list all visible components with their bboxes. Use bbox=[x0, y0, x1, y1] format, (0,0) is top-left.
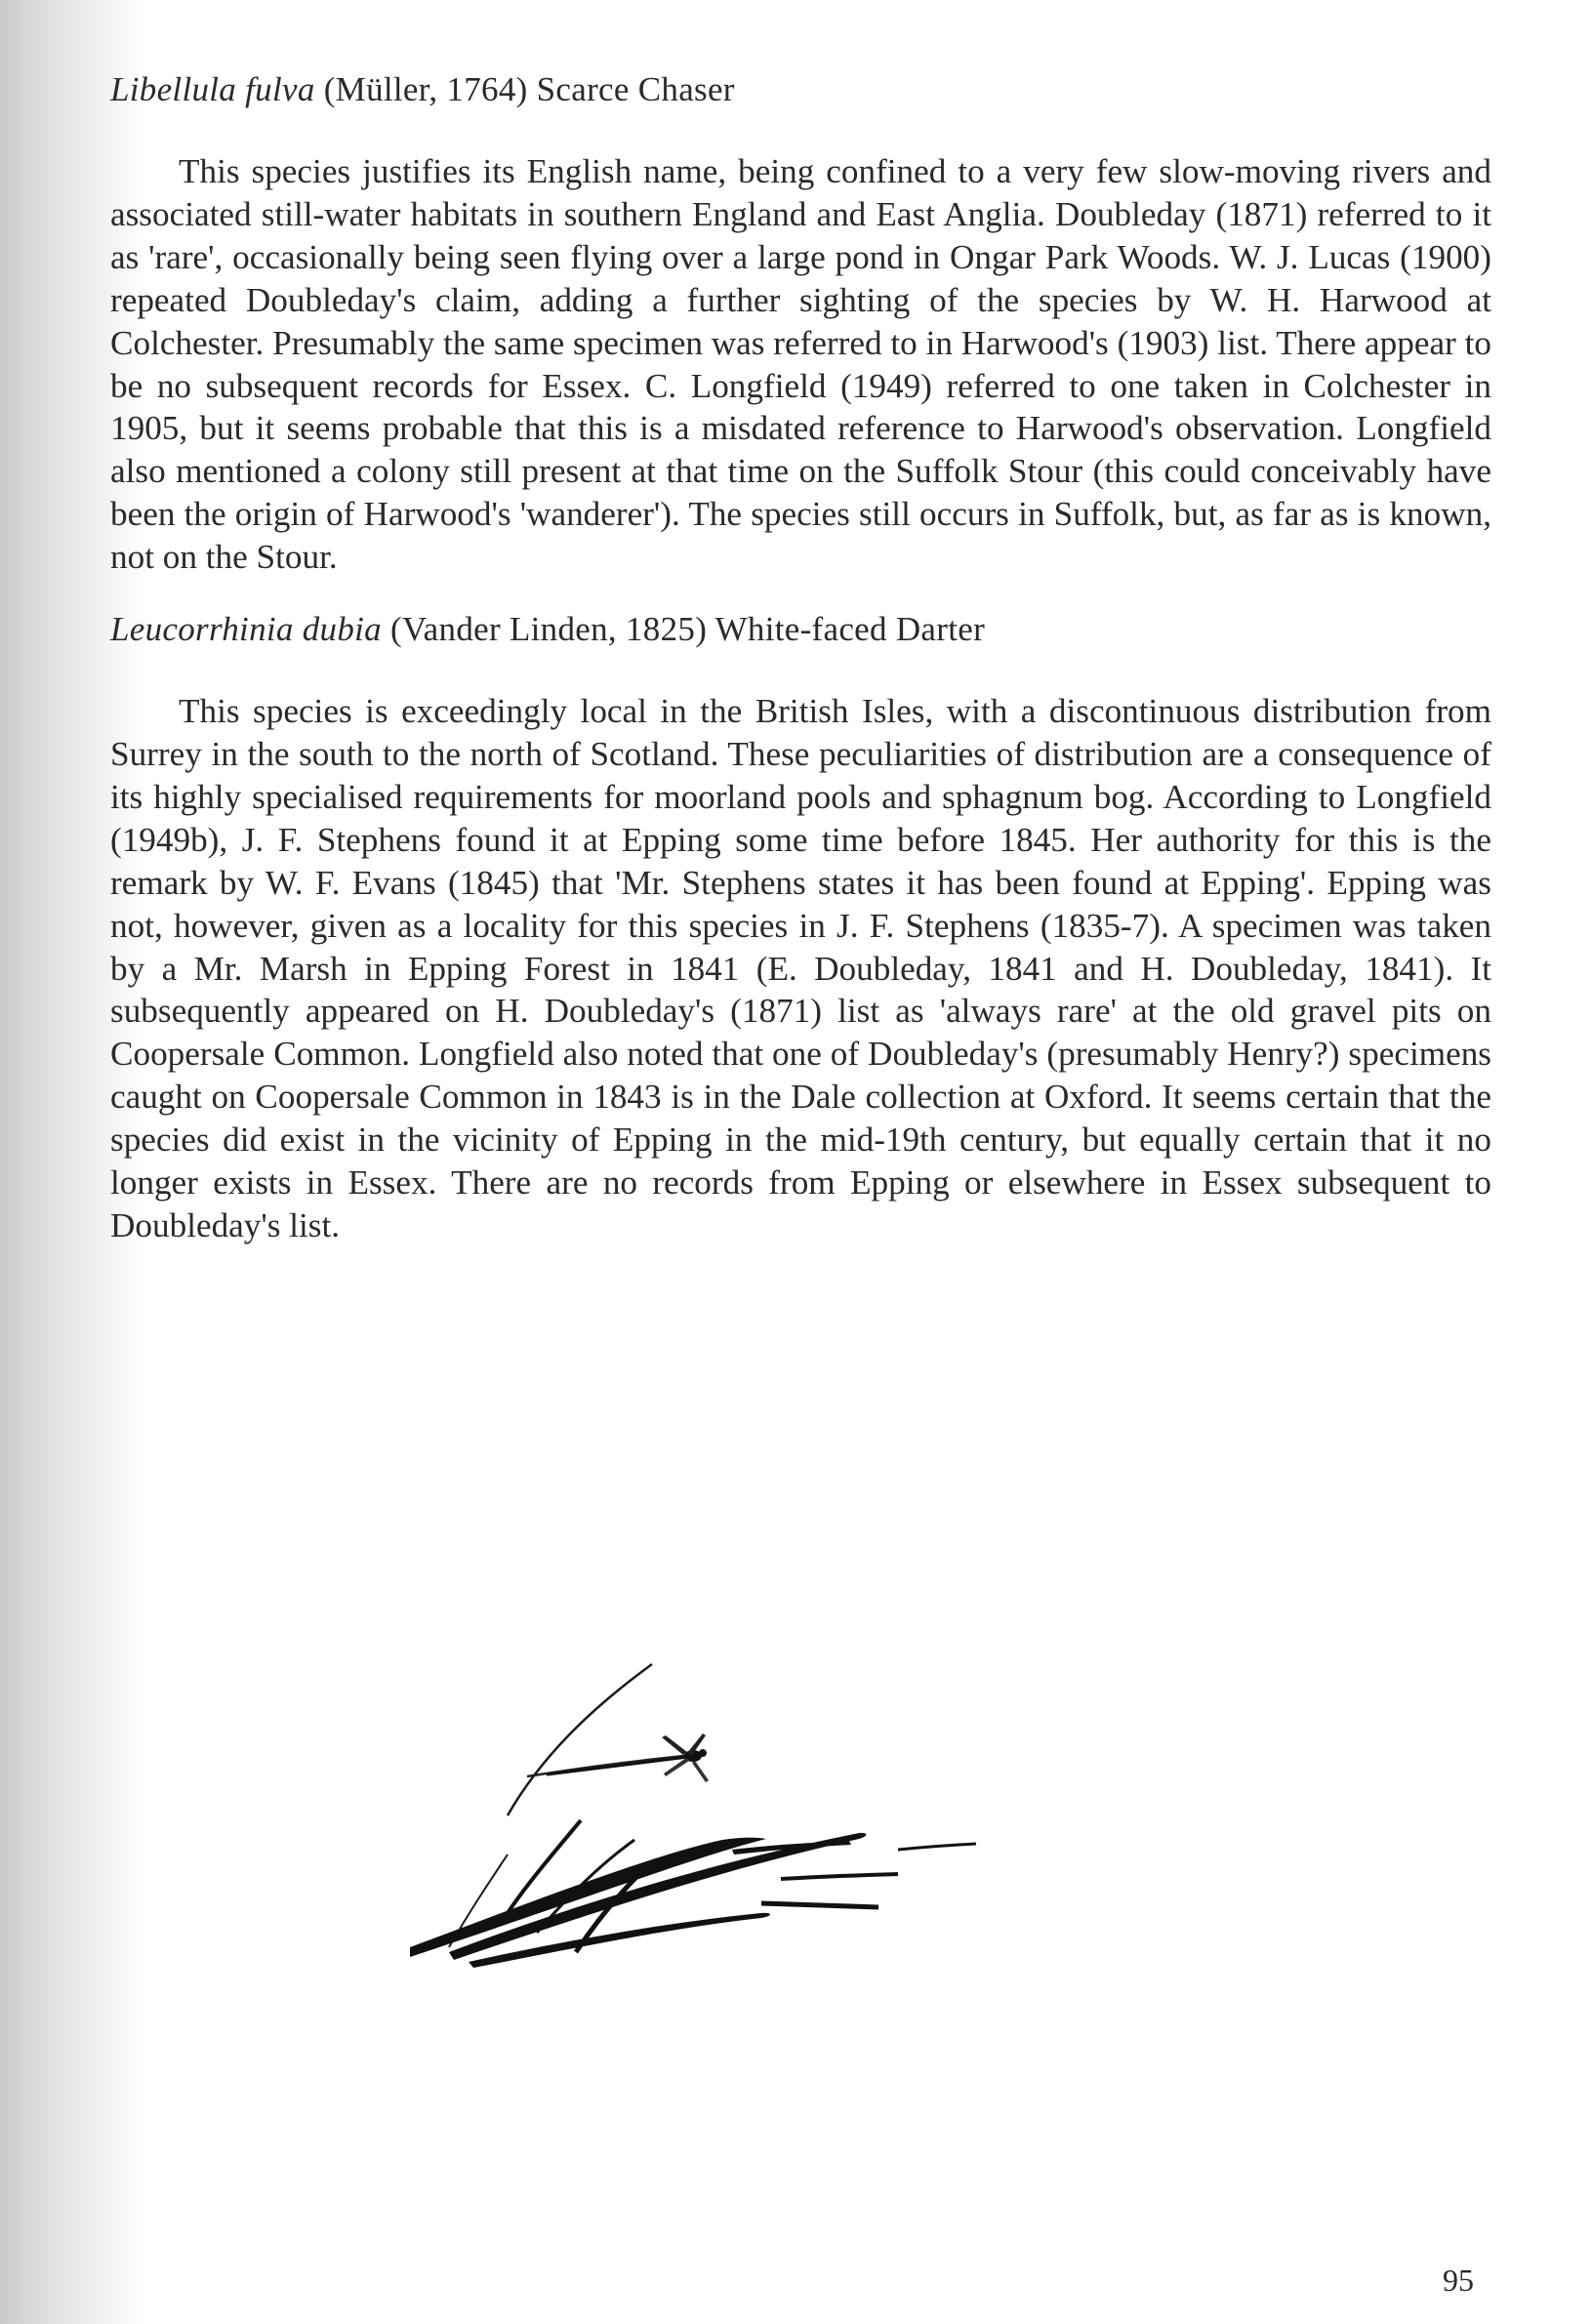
species-authority: (Müller, 1764) bbox=[323, 70, 528, 108]
species-authority: (Vander Linden, 1825) bbox=[390, 610, 708, 649]
species-description-scarce-chaser: This species justifies its English name, being confined to a very few slow-moving rivers and associated still-water habitats in southern England and East Anglia. Doubleday (1871) referred to it as 'rare', occasionally being seen flying over a large pond in Ongar Park Woods. W. J. Lucas (1900) repeated Doubleday's claim, adding a further sighting of the species by W. H. Harwood at Colchester. Presumably the same specimen was referred to in Harwood's (1903) list. There appear to be no subsequent records for Essex. C. Longfield (1949) referred to one taken in Colchester in 1905, but it seems probable that this is a misdated reference to Harwood's observation. Longfield also mentioned a colony still present at that time on the Suffolk Stour (this could conceivably have been the origin of Harwood's 'wanderer'). The species still occurs in Suffolk, but, as far as is known, not on the Stour. bbox=[110, 152, 1491, 577]
damselfly-on-reeds-icon bbox=[410, 1659, 1152, 1972]
species-description-white-faced-darter: This species is exceedingly local in the British Isles, with a discontinuous distribution from Surrey in the south to the north of Scotland. These peculiarities of distribution are a consequence of its highly specialised requirements for moorland pools and sphagnum bog. According to Longfield (1949b), J. F. Stephens found it at Epping some time before 1845. Her authority for this is the remark by W. F. Evans (1845) that 'Mr. Stephens states it has been found at Epping'. Epping was not, however, given as a locality for this species in J. F. Stephens (1835-7). A specimen was taken by a Mr. Marsh in Epping Forest in 1841 (E. Doubleday, 1841 and H. Doubleday, 1841). It subsequently appeared on H. Doubleday's (1871) list as 'always rare' at the old gravel pits on Coopersale Common. Longfield also noted that one of Doubleday's (presumably Henry?) specimens caught on Coopersale Common in 1843 is in the Dale collection at Oxford. It seems certain that the species did exist in the vicinity of Epping in the mid-19th century, but equally certain that it no longer exists in Essex. There are no records from Epping or elsewhere in Essex subsequent to Doubleday's list. bbox=[110, 692, 1491, 1244]
species-latin-name: Leucorrhinia dubia bbox=[110, 610, 382, 649]
species-heading-white-faced-darter bbox=[110, 608, 1491, 651]
page-body bbox=[110, 68, 1491, 1247]
species-common-name: White-faced Darter bbox=[714, 610, 986, 649]
species-latin-name: Libellula fulva bbox=[110, 70, 315, 108]
species-heading-scarce-chaser bbox=[110, 68, 1491, 111]
page-number: 95 bbox=[1443, 2263, 1474, 2298]
species-common-name: Scarce Chaser bbox=[536, 70, 735, 108]
